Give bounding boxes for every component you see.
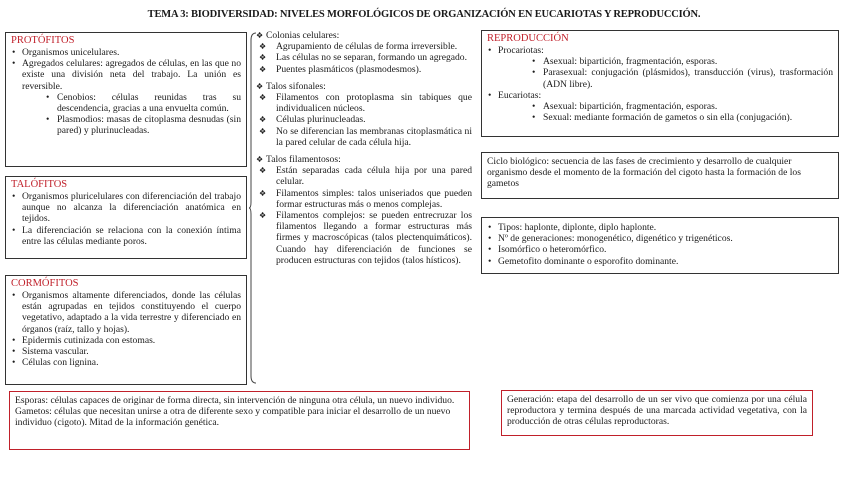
reproduccion-heading: REPRODUCCIÓN — [487, 33, 569, 44]
list-item: • Agregados celulares: agregados de células, en las que no existe una división neta del trabajo. La unión es reversible. — [11, 58, 241, 92]
list-item: • Epidermis cutinizada con estomas. — [11, 335, 241, 346]
talofitos-heading: TALÓFITOS — [11, 179, 68, 190]
eucariotas-label: • Eucariotas: — [487, 90, 833, 101]
list-item: ❖ Filamentos simples: talos uniseriados que pueden formar estructuras más o menos complejas. — [256, 188, 472, 210]
list-item: • Sexual: mediante formación de gametos o sin ella (conjugación). — [487, 112, 833, 123]
list-item: • Organismos altamente diferenciados, donde las células están agrupadas en tejidos constituyendo el cuerpo vegetativo, adaptado a la vida terrestre y diferenciado en órganos (raíz, tallo y hojas). — [11, 290, 241, 335]
talos-sifonales-label: ❖ Talos sifonales: — [256, 81, 472, 92]
list-item: • Asexual: bipartición, fragmentación, esporas. — [487, 56, 833, 67]
list-item: • Organismos unicelulares. — [11, 47, 241, 58]
generacion-box — [501, 390, 813, 436]
page-title: TEMA 3: BIODIVERSIDAD: NIVELES MORFOLÓGICOS DE ORGANIZACIÓN EN EUCARIOTAS Y REPRODUCCIÓN. — [147, 9, 701, 20]
list-item: ❖ Puentes plasmáticos (plasmodesmos). — [256, 64, 472, 75]
list-item: • Tipos: haplonte, diplonte, diplo haplonte. — [487, 222, 833, 233]
list-item: ❖ Filamentos complejos: se pueden entrecruzar los filamentos llegando a formar estructuras más firmes y macroscópicas (talos plectenquimáticos). Cuando hay diferenciación de funciones se producen estructuras con tejidos (talos hísticos). — [256, 210, 472, 266]
list-item: ❖ Las células no se separan, formando un agregado. — [256, 52, 472, 63]
list-item: ❖ Células plurinucleadas. — [256, 114, 472, 125]
list-item: • Células con lignina. — [11, 357, 241, 368]
list-item: ❖ Filamentos con protoplasma sin tabiques que individualicen núcleos. — [256, 92, 472, 114]
esporas-box — [9, 391, 470, 450]
ciclo-text: Ciclo biológico: secuencia de las fases de crecimiento y desarrollo de cualquier organismo desde el momento de la formación del cigoto hasta la formación de los gametos — [487, 156, 801, 190]
list-item: • Gemetofito dominante o esporofito dominante. — [487, 256, 833, 267]
cormofitos-box — [5, 275, 247, 385]
list-item: • Parasexual: conjugación (plásmidos), transducción (virus), trasformación (ADN libre). — [487, 67, 833, 89]
talos-filamentosos-label: ❖ Talos filamentosos: — [256, 154, 472, 165]
cormofitos-heading: CORMÓFITOS — [11, 278, 79, 289]
protofitos-heading: PROTÓFITOS — [11, 35, 75, 46]
list-item: ❖ Agrupamiento de células de forma irreversible. — [256, 41, 472, 52]
middle-column — [256, 30, 472, 266]
esporas-text: Esporas: células capaces de originar de forma directa, sin intervención de ninguna otra célula, un nuevo individuo. — [15, 395, 455, 406]
talofitos-box — [5, 176, 247, 259]
list-item: • Asexual: bipartición, fragmentación, esporas. — [487, 101, 833, 112]
list-item: • Cenobios: células reunidas tras su descendencia, gracias a una envuelta común. — [11, 92, 241, 114]
protofitos-box — [5, 32, 247, 167]
procariotas-label: • Procariotas: — [487, 45, 833, 56]
list-item: ❖ Están separadas cada célula hija por una pared celular. — [256, 165, 472, 187]
generacion-text: Generación: etapa del desarrollo de un ser vivo que comienza por una célula reproductora y termina después de una marcada actividad vegetativa, con la producción de otras células reproductoras. — [507, 394, 807, 428]
list-item: • Organismos pluricelulares con diferenciación del trabajo aunque no alcanza la diferenciación anatómica en tejidos. — [11, 191, 241, 225]
list-item: • Sistema vascular. — [11, 346, 241, 357]
list-item: • La diferenciación se relaciona con la conexión íntima entre las células mediante poros. — [11, 225, 241, 247]
list-item: • Plasmodios: masas de citoplasma desnudas (sin pared) y plurinucleadas. — [11, 114, 241, 136]
list-item: ❖ No se diferencian las membranas citoplasmática ni la pared celular de cada célula hija. — [256, 126, 472, 148]
reproduccion-box — [481, 30, 839, 137]
list-item: • Isomórfico o heteromórfico. — [487, 244, 833, 255]
gametos-text: Gametos: células que necesitan unirse a otra de diferente sexo y compatible para iniciar el desarrollo de un nuevo individuo (cigoto). Mitad de la información genética. — [15, 406, 451, 429]
tipos-box — [481, 217, 839, 274]
list-item: • Nº de generaciones: monogenético, digenético y trigenéticos. — [487, 233, 833, 244]
ciclo-box — [481, 152, 839, 199]
colonias-label: ❖ Colonias celulares: — [256, 30, 472, 41]
